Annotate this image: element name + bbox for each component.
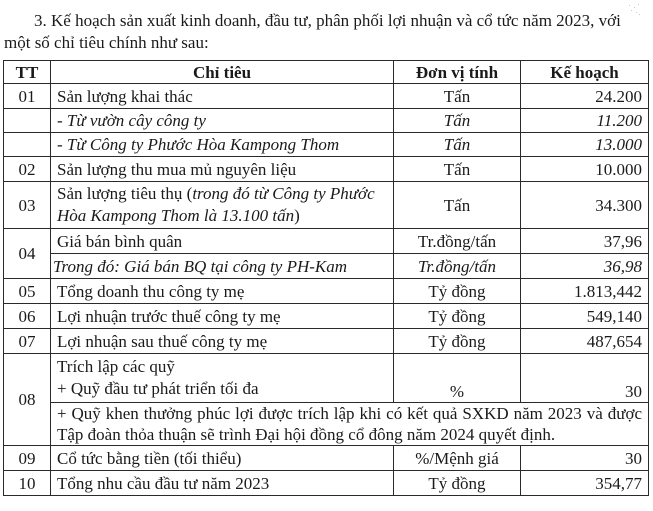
table-row bbox=[4, 133, 649, 157]
row-plan: 30 bbox=[521, 354, 649, 403]
row-unit: % bbox=[394, 354, 521, 403]
row-item: Sản lượng khai thác bbox=[51, 84, 394, 109]
table-row bbox=[4, 109, 649, 133]
row-note: + Quỹ khen thưởng phúc lợi được trích lập khi có kết quả SXKD năm 2023 và được Tập đoàn thỏa thuận sẽ trình Đại hội đồng cổ đông năm 2024 quyết định. bbox=[51, 403, 649, 446]
table-row bbox=[4, 304, 649, 329]
header-plan: Kế hoạch bbox=[521, 61, 649, 84]
row-tt: 08 bbox=[4, 354, 51, 446]
row-item: Tổng nhu cầu đầu tư năm 2023 bbox=[51, 471, 394, 496]
header-tt: TT bbox=[4, 61, 51, 84]
row-tt: 07 bbox=[4, 329, 51, 354]
row-plan: 354,77 bbox=[521, 471, 649, 496]
row-tt bbox=[4, 133, 51, 157]
row-unit: Tấn bbox=[394, 109, 521, 133]
row-item: Lợi nhuận trước thuế công ty mẹ bbox=[51, 304, 394, 329]
table-row bbox=[4, 157, 649, 182]
row-tt bbox=[4, 109, 51, 133]
row-tt: 05 bbox=[4, 279, 51, 304]
row-item: - Từ Công ty Phước Hòa Kampong Thom bbox=[51, 133, 394, 157]
row-unit: Tr.đồng/tấn bbox=[394, 254, 521, 279]
row-unit: Tỷ đồng bbox=[394, 329, 521, 354]
row-item-line1: Trích lập các quỹ bbox=[57, 357, 175, 376]
header-unit: Đơn vị tính bbox=[394, 61, 521, 84]
table-row bbox=[4, 254, 649, 279]
row-unit: Tỷ đồng bbox=[394, 471, 521, 496]
row-tt: 10 bbox=[4, 471, 51, 496]
business-plan-table bbox=[3, 60, 649, 496]
row-plan: 487,654 bbox=[521, 329, 649, 354]
row-plan: 36,98 bbox=[521, 254, 649, 279]
row-unit: Tỷ đồng bbox=[394, 279, 521, 304]
row-tt: 01 bbox=[4, 84, 51, 109]
row-unit: Tỷ đồng bbox=[394, 304, 521, 329]
row-plan: 11.200 bbox=[521, 109, 649, 133]
row-item-note: trong đó từ Công ty Phước Hòa Kampong Thom là 13.100 tấn bbox=[57, 184, 375, 225]
row-item: - Từ vườn cây công ty bbox=[51, 109, 394, 133]
row-unit: Tấn bbox=[394, 84, 521, 109]
row-item: Sản lượng thu mua mủ nguyên liệu bbox=[51, 157, 394, 182]
row-plan: 30 bbox=[521, 446, 649, 471]
intro-line-1: 3. Kế hoạch sản xuất kinh doanh, đầu tư, phân phối lợi nhuận và cổ tức năm 2023, với bbox=[34, 11, 621, 30]
row-unit: Tấn bbox=[394, 182, 521, 229]
row-unit: Tr.đồng/tấn bbox=[394, 229, 521, 254]
intro-line-2: một số chỉ tiêu chính như sau: bbox=[4, 33, 209, 52]
row-plan: 13.000 bbox=[521, 133, 649, 157]
row-unit: Tấn bbox=[394, 133, 521, 157]
row-plan: 1.813,442 bbox=[521, 279, 649, 304]
table-row bbox=[4, 329, 649, 354]
table-row bbox=[4, 84, 649, 109]
table-row bbox=[4, 182, 649, 229]
row-unit: %/Mệnh giá bbox=[394, 446, 521, 471]
row-item bbox=[51, 182, 394, 229]
row-item-close: ) bbox=[294, 206, 300, 225]
row-plan: 24.200 bbox=[521, 84, 649, 109]
table-row-note bbox=[4, 403, 649, 446]
table-row bbox=[4, 354, 649, 403]
row-tt: 02 bbox=[4, 157, 51, 182]
row-plan: 37,96 bbox=[521, 229, 649, 254]
row-item: Cổ tức bằng tiền (tối thiểu) bbox=[51, 446, 394, 471]
row-item: Tổng doanh thu công ty mẹ bbox=[51, 279, 394, 304]
table-row bbox=[4, 279, 649, 304]
row-tt: 09 bbox=[4, 446, 51, 471]
table-header-row bbox=[4, 61, 649, 84]
row-plan: 10.000 bbox=[521, 157, 649, 182]
row-plan: 549,140 bbox=[521, 304, 649, 329]
row-item: Trong đó: Giá bán BQ tại công ty PH-Kam bbox=[51, 254, 394, 279]
table-row bbox=[4, 229, 649, 254]
row-tt: 03 bbox=[4, 182, 51, 229]
row-item: Lợi nhuận sau thuế công ty mẹ bbox=[51, 329, 394, 354]
row-tt: 06 bbox=[4, 304, 51, 329]
table-row bbox=[4, 471, 649, 496]
row-plan: 34.300 bbox=[521, 182, 649, 229]
header-item: Chỉ tiêu bbox=[51, 61, 394, 84]
row-item: Giá bán bình quân bbox=[51, 229, 394, 254]
intro-paragraph bbox=[4, 10, 648, 54]
row-unit: Tấn bbox=[394, 157, 521, 182]
table-row bbox=[4, 446, 649, 471]
row-item-line2: + Quỹ đầu tư phát triển tối đa bbox=[57, 379, 259, 398]
row-item bbox=[51, 354, 394, 403]
row-tt: 04 bbox=[4, 229, 51, 279]
row-item-main: Sản lượng tiêu thụ ( bbox=[57, 184, 193, 203]
